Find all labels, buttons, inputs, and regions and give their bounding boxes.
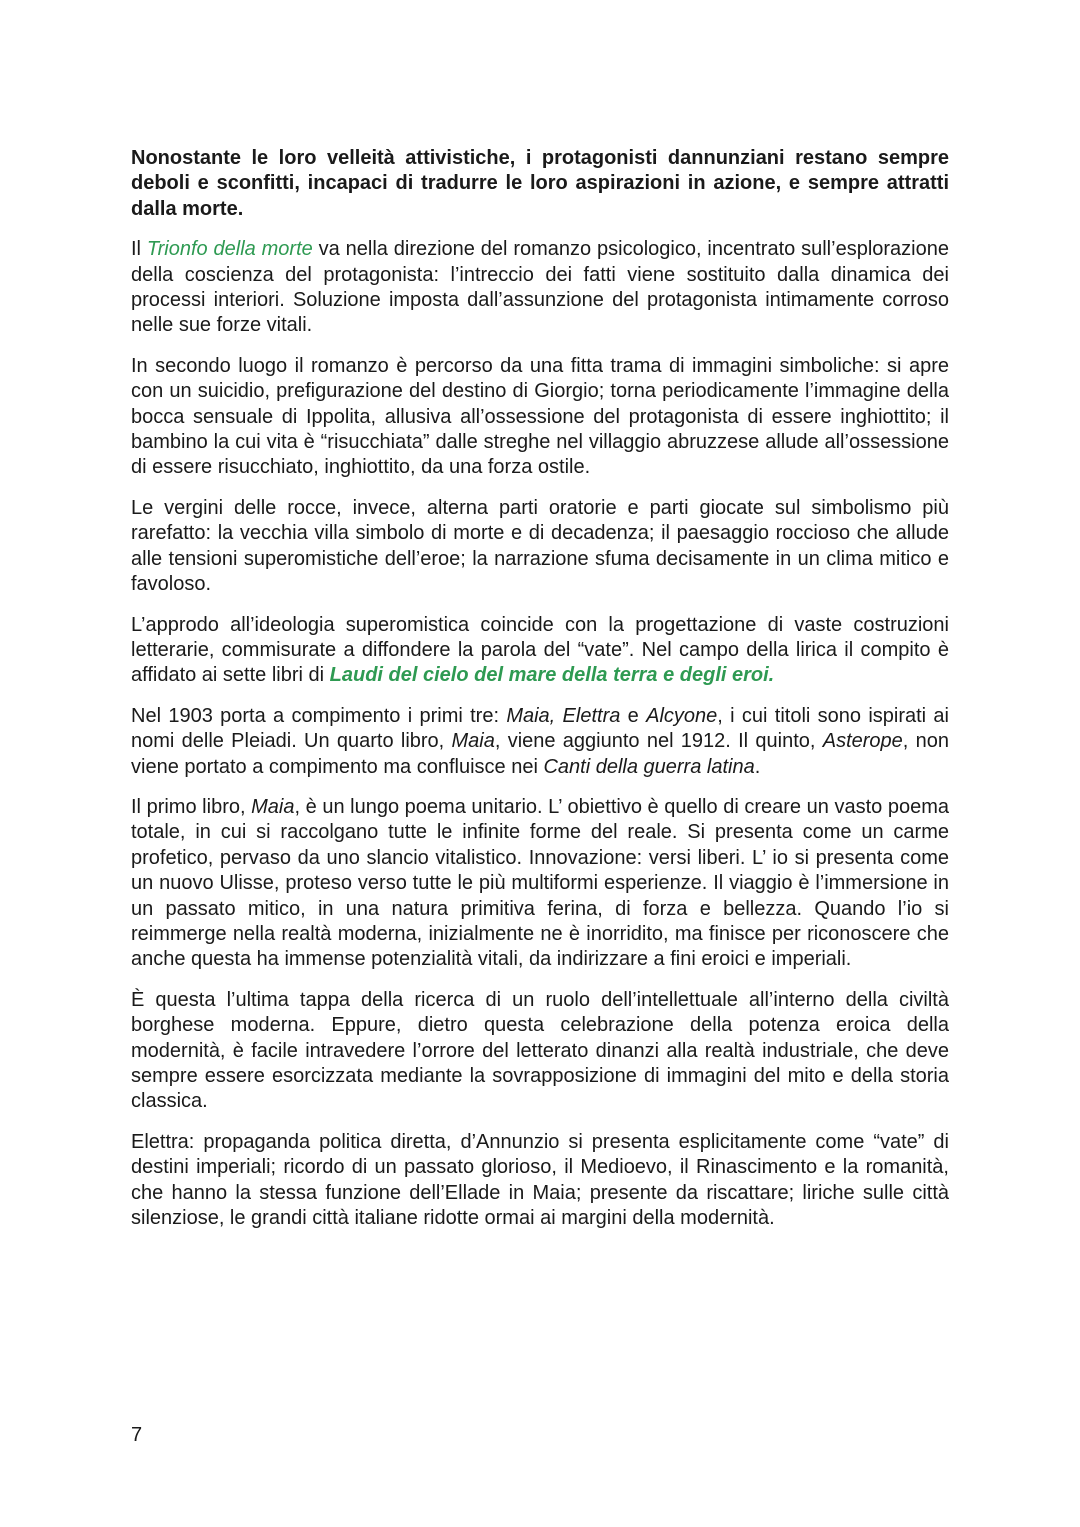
- paragraph-intro-bold: Nonostante le loro velleità attivistiche, i protagonisti dannunziani restano sempre deboli e sconfitti, incapaci di tradurre le loro aspirazioni in azione, e sempre attratti dalla morte.: [131, 147, 949, 220]
- text-fragment: Il: [131, 238, 147, 261]
- paragraph-maia: [131, 795, 949, 973]
- book-title-laudi: Laudi del cielo del mare della terra e degli eroi.: [329, 664, 775, 687]
- paragraph-trionfo: [131, 237, 949, 339]
- paragraph-symbolic-images: In secondo luogo il romanzo è percorso da una fitta trama di immagini simboliche: si apre con un suicidio, prefigurazione del destino di Giorgio; torna periodicamente l’immagine della bocca sensuale di Ippolita, allusiva all’ossessione del protagonista di essere inghiottito; il bambino la cui vita è “risucchiata” dalle streghe nel villaggio abruzzese allude all’ossessione di essere risucchiato, inghiottito, da una forza ostile.: [131, 354, 949, 479]
- text-fragment: .: [754, 755, 761, 778]
- text-fragment: , viene aggiunto nel 1912. Il quinto,: [494, 730, 823, 753]
- book-title-maia-elettra: Maia, Elettra: [506, 704, 621, 727]
- paragraph-superomistica: [131, 613, 949, 689]
- text-fragment: e: [620, 704, 647, 727]
- page-number: 7: [131, 1424, 143, 1446]
- book-title-asterope: Asterope: [822, 730, 903, 753]
- text-fragment: L’approdo all’ideologia superomistica coincide con la progettazione di vaste costruzioni letterarie, commisurate a diffondere la parola del “vate”. Nel campo della lirica il compito è affidato ai sette libri di: [131, 613, 949, 687]
- text-fragment: , è un lungo poema unitario. L’ obiettivo è quello di creare un vasto poema totale, in cui si raccolgano tutte le infinite forme del reale. Si presenta come un carme profetico, pervaso da uno slancio vitalistico. Innovazione: versi liberi. L’ io si presenta come un nuovo Ulisse, proteso verso tutte le più multiformi esperienze. Il viaggio è l’immersione in un passato mitico, in una natura primitiva ferina, di forza e bellezza. Quando l’io si reimmerge nella realtà moderna, inizialmente ne è inorridito, ma finisce per riconoscere che anche questa ha immense potenzialità vitali, da indirizzare a fini eroici e imperiali.: [131, 795, 950, 971]
- book-title-maia: Maia: [451, 730, 495, 753]
- paragraph-vergini: Le vergini delle rocce, invece, alterna parti oratorie e parti giocate sul simbolismo più rarefatto: la vecchia villa simbolo di morte e di decadenza; il paesaggio roccioso che allude alle tensioni superomistiche dell’eroe; la narrazione sfuma decisamente in un clima mitico e favoloso.: [131, 496, 949, 596]
- book-title-trionfo: Trionfo della morte: [146, 238, 313, 261]
- book-title-canti: Canti della guerra latina: [543, 755, 755, 778]
- book-title-alcyone: Alcyone: [646, 704, 718, 727]
- text-fragment: , i cui titoli sono ispirati ai nomi delle Pleiadi. Un quarto libro,: [131, 704, 949, 753]
- document-body: [131, 146, 949, 1246]
- text-fragment: va nella direzione del romanzo psicologico, incentrato sull’esplorazione della coscienza del protagonista: l’intreccio dei fatti viene sostituito dalla dinamica dei processi interiori. Soluzione imposta dall’assunzione del protagonista intimamente corroso nelle sue forze vitali.: [131, 238, 949, 337]
- text-fragment: Nel 1903 porta a compimento i primi tre:: [131, 704, 507, 727]
- text-fragment: , non viene portato a compimento ma confluisce nei: [131, 730, 950, 778]
- book-title-maia: Maia: [251, 795, 295, 818]
- text-fragment: Il primo libro,: [131, 795, 252, 818]
- paragraph-elettra: Elettra: propaganda politica diretta, d’Annunzio si presenta esplicitamente come “vate” di destini imperiali; ricordo di un passato glorioso, il Medioevo, il Rinascimento e la romanità, che hanno la stessa funzione dell’Ellade in Maia; presente da riscattare; liriche sulle città silenziose, le grandi città italiane ridotte ormai ai margini della modernità.: [131, 1130, 949, 1230]
- paragraph-ultima-tappa: È questa l’ultima tappa della ricerca di un ruolo dell’intellettuale all’interno della civiltà borghese moderna. Eppure, dietro questa celebrazione della potenza eroica della modernità, è facile intravedere l’orrore del letterato dinanzi alla realtà industriale, che deve sempre essere esorcizzata mediante la sovrapposizione di immagini del mito e della storia classica.: [131, 988, 949, 1113]
- paragraph-pleiadi: [131, 704, 949, 780]
